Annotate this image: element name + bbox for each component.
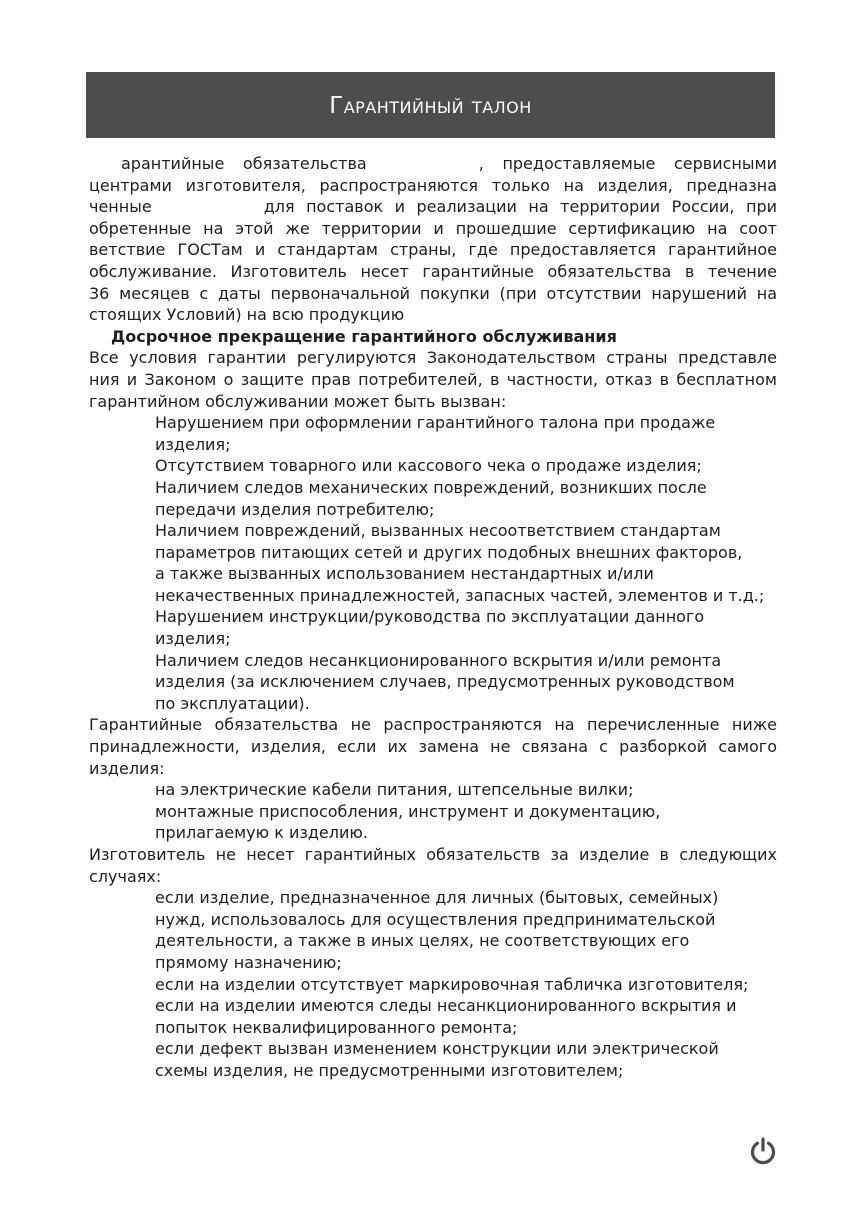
power-icon bbox=[748, 1136, 778, 1166]
paragraph-line: гарантийном обслуживании может быть вызван: bbox=[89, 391, 507, 411]
list-item: по эксплуатации). bbox=[155, 693, 310, 713]
paragraph-line: принадлежности, изделия, если их замена не связана с разборкой самого bbox=[89, 737, 777, 757]
intro-line: центрами изготовителя, распространяются только на изделия, предназна bbox=[89, 175, 777, 195]
list-item: изделия (за исключением случаев, предусмотренных руководством bbox=[155, 672, 735, 692]
intro-line: 36 месяцев с даты первоначальной покупки (при отсутствии нарушений на bbox=[89, 283, 777, 303]
list-item: параметров питающих сетей и других подобных внешних факторов, bbox=[155, 542, 743, 562]
list-item: попыток неквалифицированного ремонта; bbox=[155, 1017, 518, 1037]
intro-line: ченные для поставок и реализации на территории России, при bbox=[89, 197, 777, 217]
intro-line: арантийные обязательства , предоставляемые сервисными bbox=[121, 154, 777, 173]
list-item: нужд, использовалось для осуществления предпринимательской bbox=[155, 909, 716, 929]
paragraph-line: Все условия гарантии регулируются Законодательством страны представле bbox=[89, 348, 777, 368]
intro-line: ветствие ГОСТам и стандартам страны, где предоставляется гарантийное bbox=[89, 240, 777, 260]
list-item: Наличием следов несанкционированного вскрытия и/или ремонта bbox=[155, 650, 722, 670]
list-item: прямому назначению; bbox=[155, 952, 342, 972]
list-item: если изделие, предназначенное для личных (бытовых, семейных) bbox=[155, 888, 719, 908]
paragraph-line: ния и Законом о защите прав потребителей, в частности, отказ в бесплатном bbox=[89, 369, 777, 389]
list-item: Нарушением инструкции/руководства по эксплуатации данного bbox=[155, 607, 705, 627]
list-item: деятельности, а также в иных целях, не соответствующих его bbox=[155, 931, 690, 951]
section-heading: Досрочное прекращение гарантийного обслуживания bbox=[111, 326, 617, 346]
list-item: на электрические кабели питания, штепсельные вилки; bbox=[155, 780, 634, 800]
list-item: а также вызванных использованием нестандартных и/или bbox=[155, 564, 654, 584]
paragraph-line: изделия: bbox=[89, 758, 165, 778]
intro-line: обслуживание. Изготовитель несет гарантийные обязательства в течение bbox=[89, 261, 777, 281]
list-item: схемы изделия, не предусмотренными изготовителем; bbox=[155, 1060, 624, 1080]
list-item: изделия; bbox=[155, 434, 231, 454]
title-banner bbox=[86, 72, 775, 138]
intro-line: обретенные на этой же территории и прошедшие сертификацию на соот bbox=[89, 218, 777, 238]
list-item: Наличием повреждений, вызванных несоответствием стандартам bbox=[155, 521, 721, 541]
list-item: если дефект вызван изменением конструкции или электрической bbox=[155, 1039, 719, 1059]
list-item: передачи изделия потребителю; bbox=[155, 499, 435, 519]
paragraph-line: Гарантийные обязательства не распространяются на перечисленные ниже bbox=[89, 715, 777, 735]
list-item: некачественных принадлежностей, запасных частей, элементов и т.д.; bbox=[155, 585, 765, 605]
paragraph-line: случаях: bbox=[89, 866, 162, 886]
list-item: монтажные приспособления, инструмент и документацию, bbox=[155, 801, 661, 821]
document-body bbox=[89, 153, 777, 1082]
list-item: если на изделии отсутствует маркировочная табличка изготовителя; bbox=[155, 974, 749, 994]
list-item: Наличием следов механических повреждений, возникших после bbox=[155, 477, 707, 497]
list-item: прилагаемую к изделию. bbox=[155, 823, 368, 843]
page-title: Гарантийный талон bbox=[329, 93, 532, 119]
intro-line: стоящих Условий) на всю продукцию bbox=[89, 305, 405, 325]
list-item: Отсутствием товарного или кассового чека о продаже изделия; bbox=[155, 456, 702, 476]
list-item: если на изделии имеются следы несанкционированного вскрытия и bbox=[155, 996, 737, 1016]
list-item: Нарушением при оформлении гарантийного талона при продаже bbox=[155, 413, 716, 433]
paragraph-line: Изготовитель не несет гарантийных обязательств за изделие в следующих bbox=[89, 845, 777, 864]
list-item: изделия; bbox=[155, 629, 231, 649]
